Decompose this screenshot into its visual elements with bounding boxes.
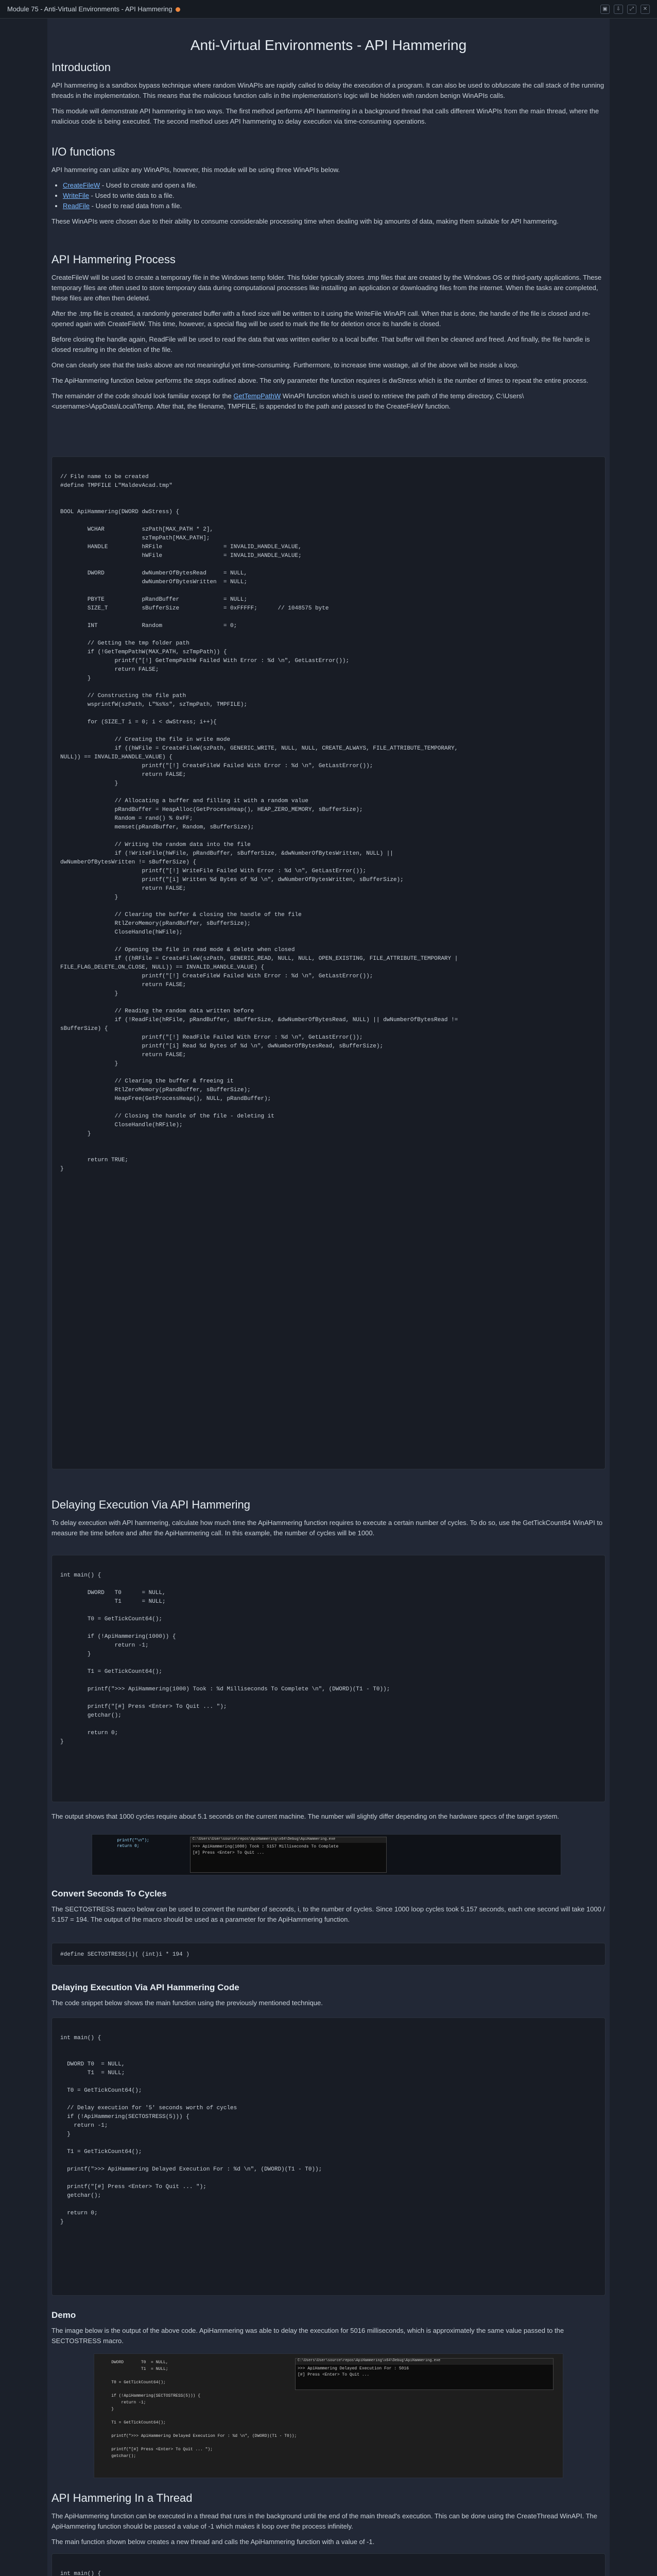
close-icon[interactable]: ✕ bbox=[641, 5, 650, 14]
console-line: [#] Press <Enter> To Quit ... bbox=[193, 1851, 265, 1855]
list-item: • ReadFile - Used to read data from a file. bbox=[63, 201, 606, 211]
process-paragraph-2: After the .tmp file is created, a randomly generated buffer with a fixed size will be written to it using the WriteFile WinAPI call. When that is done, the handle of the file is closed and re-opened again with CreateFileW. This time, however, a special flag will be used to mark the file for deletion once its handle is closed. bbox=[51, 310, 591, 328]
convert-heading: Convert Seconds To Cycles bbox=[51, 1889, 167, 1899]
screenshot-code: printf("\n"); return 0; bbox=[117, 1838, 149, 1849]
io-section bbox=[51, 145, 606, 232]
process-paragraph-5: The ApiHammering function below performs the steps outlined above. The only parameter the function requires is dwStress which is the number of times to repeat the entire process. bbox=[51, 377, 589, 384]
list-item: • CreateFileW - Used to create and open a file. bbox=[63, 180, 606, 191]
screenshot-code: DWORD T0 = NULL, T1 = NULL; T0 = GetTickCount64(); if (!ApiHammering(SECTOSTRESS(5))) { return -1; } T1 = GetTickCount64(); printf(">>> ApiHammering Delayed Execution For : %d \n", (DWORD)(T1 - T0)); printf("[#] Press <Enter> To Quit ... "); getchar(); bbox=[111, 2360, 297, 2459]
thread-section bbox=[51, 2492, 606, 2552]
convert-paragraph: The SECTOSTRESS macro below can be used to convert the number of seconds, i, to the number of cycles. Since 1000 loop cycles took 5.157 seconds, each one second will take 1000 / 5.157 = 194. The output of the macro should be used as a parameter for the ApiHammering function. bbox=[51, 1905, 606, 1923]
thread-heading: API Hammering In a Thread bbox=[51, 2492, 193, 2504]
code-block-sectostress[interactable]: #define SECTOSTRESS(i)( (int)i * 194 ) bbox=[51, 1943, 606, 1965]
delay2-paragraph: The code snippet below shows the main function using the previously mentioned technique. bbox=[51, 1999, 323, 2007]
console-title: C:\Users\User\source\repos\ApiHammering\x64\Debug\ApiHammering.exe bbox=[296, 2359, 553, 2365]
code-block-apihammering[interactable]: // File name to be created #define TMPFILE L"MaldevAcad.tmp" BOOL ApiHammering(DWORD dwStress) { WCHAR szPath[MAX_PATH * 2], szTmpPath[MAX_PATH]; HANDLE hRFile = INVALID_HANDLE_VALUE, hWFile = INVALID_HANDLE_VALUE; DWORD dwNumberOfBytesRead = NULL, dwNumberOfBytesWritten = NULL; PBYTE pRandBuffer = NULL; SIZE_T sBufferSize = 0xFFFFF; // 1048575 byte INT Random = 0; // Getting the tmp folder path if (!GetTempPathW(MAX_PATH, szTmpPath)) { printf("[!] GetTempPathW Failed With Error : %d \n", GetLastError()); return FALSE; } // Constructing the file path wsprintfW(szPath, L"%s%s", szTmpPath, TMPFILE); for (SIZE_T i = 0; i < dwStress; i++){ // Creating the file in write mode if ((hWFile = CreateFileW(szPath, GENERIC_WRITE, NULL, NULL, CREATE_ALWAYS, FILE_ATTRIBUTE_TEMPORARY, NULL)) == INVALID_HANDLE_VALUE) { printf("[!] CreateFileW Failed With Error : %d \n", GetLastError()); return FALSE; } // Allocating a buffer and filling it with a random value pRandBuffer = HeapAlloc(GetProcessHeap(), HEAP_ZERO_MEMORY, sBufferSize); Random = rand() % 0xFF; memset(pRandBuffer, Random, sBufferSize); // Writing the random data into the file if (!WriteFile(hWFile, pRandBuffer, sBufferSize, &dwNumberOfBytesWritten, NULL) || dwNumberOfBytesWritten != sBufferSize) { printf("[!] WriteFile Failed With Error : %d \n", GetLastError()); printf("[i] Written %d Bytes of %d \n", dwNumberOfBytesWritten, sBufferSize); return FALSE; } // Clearing the buffer & closing the handle of the file RtlZeroMemory(pRandBuffer, sBufferSize); CloseHandle(hWFile); // Opening the file in read mode & delete when closed if ((hRFile = CreateFileW(szPath, GENERIC_READ, NULL, NULL, OPEN_EXISTING, FILE_ATTRIBUTE_TEMPORARY | FILE_FLAG_DELETE_ON_CLOSE, NULL)) == INVALID_HANDLE_VALUE) { printf("[!] CreateFileW Failed With Error : %d \n", GetLastError()); return FALSE; } // Reading the random data written before if (!ReadFile(hRFile, pRandBuffer, sBufferSize, &dwNumberOfBytesRead, NULL) || dwNumberOfBytesRead != sBufferSize) { printf("[!] ReadFile Failed With Error : %d \n", GetLastError()); printf("[i] Read %d Bytes of %d \n", dwNumberOfBytesRead, sBufferSize); return FALSE; } // Clearing the buffer & freeing it RtlZeroMemory(pRandBuffer, sBufferSize); HeapFree(GetProcessHeap(), NULL, pRandBuffer); // Closing the handle of the file - deleting it CloseHandle(hRFile); } return TRUE; } bbox=[51, 456, 606, 1469]
thread-paragraph-2: The main function shown below creates a new thread and calls the ApiHammering function with a value of -1. bbox=[51, 2538, 375, 2546]
process-paragraph-4: One can clearly see that the tasks above are not meaningful yet time-consuming. Furthermore, to increase time wastage, all of the above will be inside a loop. bbox=[51, 361, 519, 369]
console-line: >>> ApiHammering(1000) Took : 5157 Milliseconds To Complete bbox=[193, 1844, 339, 1849]
intro-paragraph-2: This module will demonstrate API hammering in two ways. The first method performs API hammering in a background thread that calls different WinAPIs from the main thread, where the malicious code is being executed. The second method uses API hammering to delay execution via time-consuming operations. bbox=[51, 107, 599, 125]
window-title: Module 75 - Anti-Virtual Environments - API Hammering bbox=[7, 5, 600, 13]
console-window bbox=[190, 1837, 387, 1873]
process-section bbox=[51, 253, 606, 417]
console-line: >>> ApiHammering Delayed Execution For : 5016 bbox=[298, 2366, 409, 2371]
process-paragraph-3: Before closing the handle again, ReadFile will be used to read the data that was written earlier to a local buffer. That buffer will then be cleaned and freed. And finally, the file handle is closed resulting in the deletion of the file. bbox=[51, 335, 590, 353]
page-title: Anti-Virtual Environments - API Hammering bbox=[190, 37, 467, 53]
readfile-link[interactable]: ReadFile bbox=[63, 202, 90, 210]
status-dot-icon bbox=[176, 7, 180, 12]
process-paragraph-6: The remainder of the code should look familiar except for the GetTempPathW WinAPI function which is used to retrieve the path of the temp directory, C:\Users\<username>\AppData\Local\Temp. After that, the filename, TMPFILE, is appended to the path and passed to the CreateFileW function. bbox=[51, 392, 524, 410]
process-heading: API Hammering Process bbox=[51, 253, 176, 266]
delay-paragraph-1: To delay execution with API hammering, calculate how much time the ApiHammering function requires to execute a certain number of cycles. To do so, use the GetTickCount64 WinAPI to measure the time before and after the ApiHammering call. In this example, the number of cycles will be 1000. bbox=[51, 1519, 603, 1537]
window-titlebar bbox=[0, 0, 657, 19]
createfilew-link[interactable]: CreateFileW bbox=[63, 181, 100, 189]
thread-paragraph-1: The ApiHammering function can be executed in a thread that runs in the background until the end of the main thread's execution. This can be done using the CreateThread WinAPI. The ApiHammering function should be passed a value of -1 which makes it loop over the process infinitely. bbox=[51, 2512, 597, 2530]
delay-paragraph-2: The output shows that 1000 cycles require about 5.1 seconds on the current machine. The number will slightly differ depending on the hardware specs of the target system. bbox=[51, 1812, 559, 1820]
delay-heading: Delaying Execution Via API Hammering bbox=[51, 1498, 251, 1511]
intro-section bbox=[51, 61, 606, 132]
console-line: [#] Press <Enter> To Quit ... bbox=[298, 2372, 370, 2377]
demo-paragraph: The image below is the output of the above code. ApiHammering was able to delay the execution for 5016 milliseconds, which is approximately the same value passed to the SECTOSTRESS macro. bbox=[51, 2327, 564, 2345]
intro-paragraph-1: API hammering is a sandbox bypass technique where random WinAPIs are rapidly called to delay the execution of a program. It can also be used to obfuscate the call stack of the running threads in the implementation. This means that the malicious function calls in the implementation's logic will be hidden with random benign WinAPIs calls. bbox=[51, 81, 604, 99]
gettemppathw-link[interactable]: GetTempPathW bbox=[233, 392, 281, 400]
convert-section bbox=[51, 1889, 606, 1930]
code-block-main-timing[interactable]: int main() { DWORD T0 = NULL, T1 = NULL; T0 = GetTickCount64(); if (!ApiHammering(1000)) { return -1; } T1 = GetTickCount64(); printf(">>> ApiHammering(1000) Took : %d Milliseconds To Complete \n", (DWORD)(T1 - T0)); printf("[#] Press <Enter> To Quit ... "); getchar(); return 0; } bbox=[51, 1555, 606, 1802]
demo-section bbox=[51, 2310, 606, 2351]
delay2-section bbox=[51, 1982, 606, 2013]
process-paragraph-1: CreateFileW will be used to create a temporary file in the Windows temp folder. This folder typically stores .tmp files that are created by the Windows OS or third-party applications. These temporary files are often used to store temporary data during computational processes like installing an application or downloading files from the internet. When the tasks are completed, these files are often then deleted. bbox=[51, 274, 602, 302]
timing-output-screenshot bbox=[92, 1834, 561, 1875]
io-list bbox=[51, 180, 606, 211]
save-icon[interactable]: ▣ bbox=[600, 5, 610, 14]
console-window bbox=[295, 2358, 554, 2390]
demo-heading: Demo bbox=[51, 2310, 76, 2320]
expand-icon[interactable]: ⤢ bbox=[627, 5, 636, 14]
delay-section bbox=[51, 1498, 606, 1544]
code-block-main-delay[interactable]: int main() { DWORD T0 = NULL, T1 = NULL; T0 = GetTickCount64(); // Delay execution for '5' seconds worth of cycles if (!ApiHammering(SECTOSTRESS(5))) { return -1; } T1 = GetTickCount64(); printf(">>> ApiHammering Delayed Execution For : %d \n", (DWORD)(T1 - T0)); printf("[#] Press <Enter> To Quit ... "); getchar(); return 0; } bbox=[51, 2018, 606, 2296]
writefile-link[interactable]: WriteFile bbox=[63, 192, 90, 199]
download-icon[interactable]: ⇩ bbox=[614, 5, 623, 14]
delay2-heading: Delaying Execution Via API Hammering Code bbox=[51, 1982, 239, 1992]
code-block-thread[interactable]: int main() { bbox=[51, 2553, 606, 2576]
demo-output-screenshot bbox=[94, 2353, 563, 2478]
io-heading: I/O functions bbox=[51, 145, 115, 158]
delay-output-text bbox=[51, 1811, 606, 1827]
console-title: C:\Users\User\source\repos\ApiHammering\x64\Debug\ApiHammering.exe bbox=[191, 1837, 386, 1843]
io-paragraph-2: These WinAPIs were chosen due to their ability to consume considerable processing time when dealing with big amounts of data, making them suitable for API hammering. bbox=[51, 217, 559, 225]
module-content bbox=[47, 19, 610, 2576]
intro-heading: Introduction bbox=[51, 61, 111, 74]
io-paragraph-1: API hammering can utilize any WinAPIs, however, this module will be using three WinAPIs below. bbox=[51, 166, 340, 174]
list-item: • WriteFile - Used to write data to a file. bbox=[63, 191, 606, 201]
